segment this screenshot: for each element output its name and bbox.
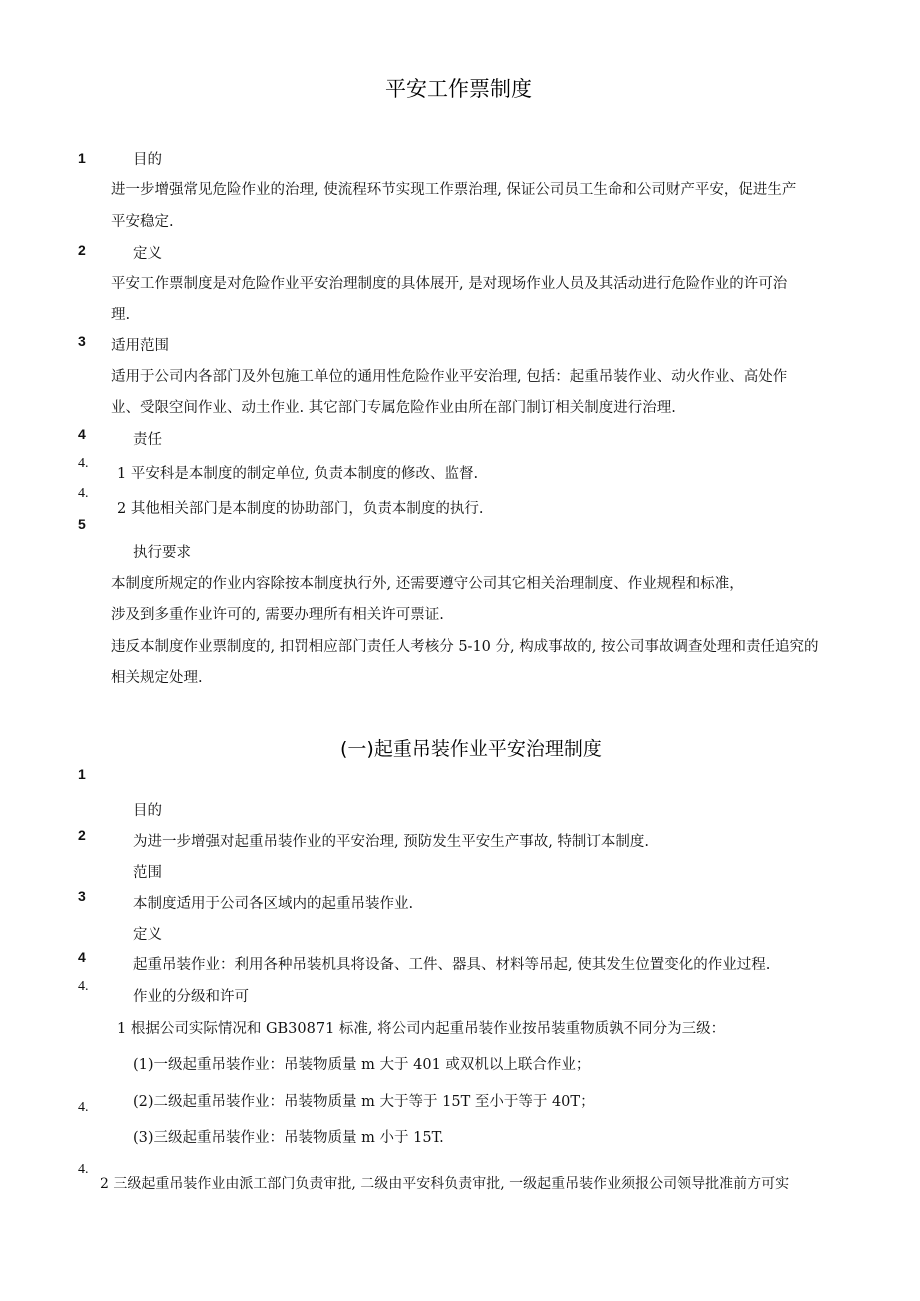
part-1-grading-1: 1 根据公司实际情况和 GB30871 标准, 将公司内起重吊装作业按吊装重物质孰不同分为三级： <box>117 1021 726 1037</box>
section-5-number: 5 <box>78 516 86 532</box>
part-1-scope: 本制度适用于公司各区域内的起重吊装作业. <box>133 896 414 912</box>
section-5-line-4: 相关规定处理. <box>111 670 203 686</box>
part-1-number-4: 4 <box>78 949 86 965</box>
part-1-number-1: 1 <box>78 766 86 782</box>
section-4-heading: 责任 <box>133 432 162 448</box>
section-4-2-prefix: 4. <box>78 486 89 501</box>
part-1-number-4a: 4. <box>78 979 89 994</box>
section-3-number: 3 <box>78 333 86 349</box>
section-2-line-1: 平安工作票制度是对危险作业平安治理制度的具体展开, 是对现场作业人员及其活动进行危险作业的许可治 <box>111 276 788 292</box>
section-4-number: 4 <box>78 426 86 442</box>
part-1-heading-grading: 作业的分级和许可 <box>133 989 249 1005</box>
doc-title: 平安工作票制度 <box>385 77 532 101</box>
part-1-heading-definition: 定义 <box>133 927 162 943</box>
part-1-number-2: 2 <box>78 827 86 843</box>
section-5-line-1: 本制度所规定的作业内容除按本制度执行外, 还需要遵守公司其它相关治理制度、作业规程和标准， <box>111 576 744 592</box>
section-1-number: 1 <box>78 150 86 166</box>
part-1-grading-2: 2 三级起重吊装作业由派工部门负责审批, 二级由平安科负责审批, 一级起重吊装作业须报公司领导批准前方可实 <box>100 1176 790 1192</box>
part-1-title: (一)起重吊装作业平安治理制度 <box>340 738 602 760</box>
section-4-item-1: 1 平安科是本制度的制定单位, 负责本制度的修改、监督. <box>117 466 479 482</box>
section-3-line-2: 业、受限空间作业、动土作业. 其它部门专属危险作业由所在部门制订相关制度进行治理. <box>111 400 676 416</box>
part-1-heading-scope: 范围 <box>133 865 162 881</box>
section-2-line-2: 理. <box>111 307 131 323</box>
section-4-1-prefix: 4. <box>78 456 89 471</box>
part-1-level-3: (3)三级起重吊装作业：吊装物质量 m 小于 15T. <box>133 1130 444 1146</box>
part-1-number-4b: 4. <box>78 1100 89 1115</box>
section-5-line-3: 违反本制度作业票制度的, 扣罚相应部门责任人考核分 5-10 分, 构成事故的, 按公司事故调查处理和责任追究的 <box>111 639 819 655</box>
part-1-definition: 起重吊装作业：利用各种吊装机具将设备、工件、器具、材料等吊起, 使其发生位置变化的作业过程. <box>133 957 771 973</box>
part-1-number-3: 3 <box>78 888 86 904</box>
part-1-level-1: (1)一级起重吊装作业：吊装物质量 m 大于 401 或双机以上联合作业； <box>133 1057 591 1073</box>
section-4-item-2: 2 其他相关部门是本制度的协助部门，负责本制度的执行. <box>117 501 484 517</box>
section-3-line-1: 适用于公司内各部门及外包施工单位的通用性危险作业平安治理, 包括：起重吊装作业、动火作业、高处作 <box>111 369 788 385</box>
part-1-purpose: 为进一步增强对起重吊装作业的平安治理, 预防发生平安生产事故, 特制订本制度. <box>133 834 650 850</box>
part-1-number-4c: 4. <box>78 1162 89 1177</box>
section-2-number: 2 <box>78 242 86 258</box>
section-1-line-1: 进一步增强常见危险作业的治理, 使流程环节实现工作票治理, 保证公司员工生命和公司财产平安，促进生产 <box>111 182 797 198</box>
section-5-line-2: 涉及到多重作业许可的, 需要办理所有相关许可票证. <box>111 607 444 623</box>
part-1-heading-purpose: 目的 <box>133 803 162 819</box>
part-1-level-2: (2)二级起重吊装作业：吊装物质量 m 大于等于 15T 至小于等于 40T； <box>133 1094 595 1110</box>
section-1-heading: 目的 <box>133 152 162 168</box>
section-5-heading: 执行要求 <box>133 545 191 561</box>
section-1-line-2: 平安稳定. <box>111 214 174 230</box>
section-3-heading: 适用范围 <box>111 338 169 354</box>
section-2-heading: 定义 <box>133 246 162 262</box>
